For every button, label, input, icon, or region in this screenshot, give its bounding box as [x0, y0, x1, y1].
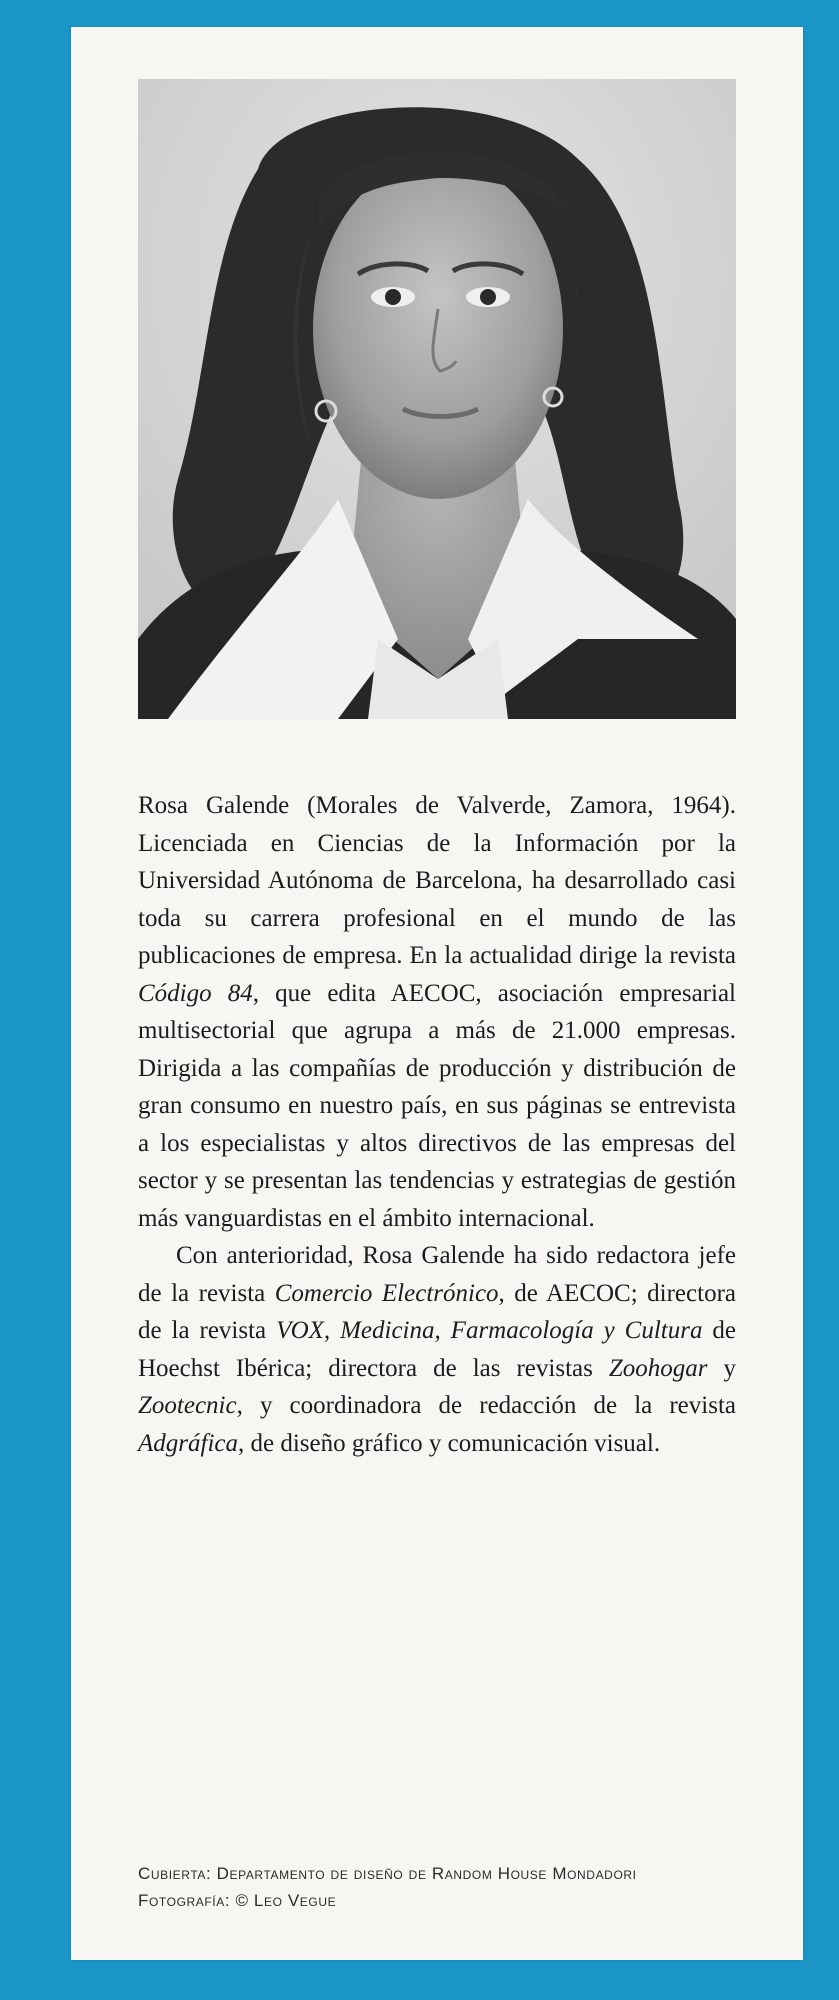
magazine-title: VOX, Medicina, Farmacología y Cultura	[276, 1317, 703, 1344]
bio-paragraph-1	[138, 787, 736, 1237]
bio-text: de Hoechst Ibérica; directora de las revistas	[138, 1317, 736, 1382]
bio-text: , y coordinadora de redacción de la revista	[236, 1392, 736, 1419]
photo-credit: Fotografía: © Leo Vegue	[138, 1891, 337, 1910]
magazine-title: Adgráfica	[138, 1429, 238, 1457]
magazine-title: Comercio Electrónico	[274, 1279, 499, 1307]
bio-text: Rosa Galende (Morales de Valverde, Zamora, 1964). Licenciada en Ciencias de la Información por la Universidad Autónoma de Barcelona, ha desarrollado casi toda su carrera profesional en el mundo de las publicaciones de empresa. En la actualidad dirige la revista	[138, 792, 736, 969]
bio-text: , de AECOC; directora de la revista	[138, 1279, 736, 1344]
portrait-photo-icon	[138, 79, 736, 719]
cover-credit: Cubierta: Departamento de diseño de Random House Mondadori	[138, 1864, 637, 1883]
bio-paragraph-2	[138, 1237, 736, 1462]
back-flap-panel	[71, 27, 803, 1960]
credits	[138, 1860, 758, 1914]
magazine-title: Código 84	[138, 979, 253, 1007]
author-biography	[138, 787, 736, 1462]
author-portrait	[138, 79, 736, 719]
magazine-title: Zootecnic	[138, 1392, 237, 1419]
magazine-title: Zoohogar	[608, 1354, 708, 1382]
bio-text: , que edita AECOC, asociación empresarial multisectorial que agrupa a más de 21.000 empresas. Dirigida a las compañías de producción y distribución de gran consumo en nuestro país, en sus páginas se entrevista a los especialistas y altos directivos de las empresas del sector y se presentan las tendencias y estrategias de gestión más vanguardistas en el ámbito internacional.	[138, 979, 736, 1232]
bio-text: y	[707, 1354, 736, 1382]
bio-text: Con anterioridad, Rosa Galende ha sido redactora jefe de la revista	[138, 1242, 736, 1307]
bio-text: , de diseño gráfico y comunicación visual.	[238, 1429, 661, 1457]
